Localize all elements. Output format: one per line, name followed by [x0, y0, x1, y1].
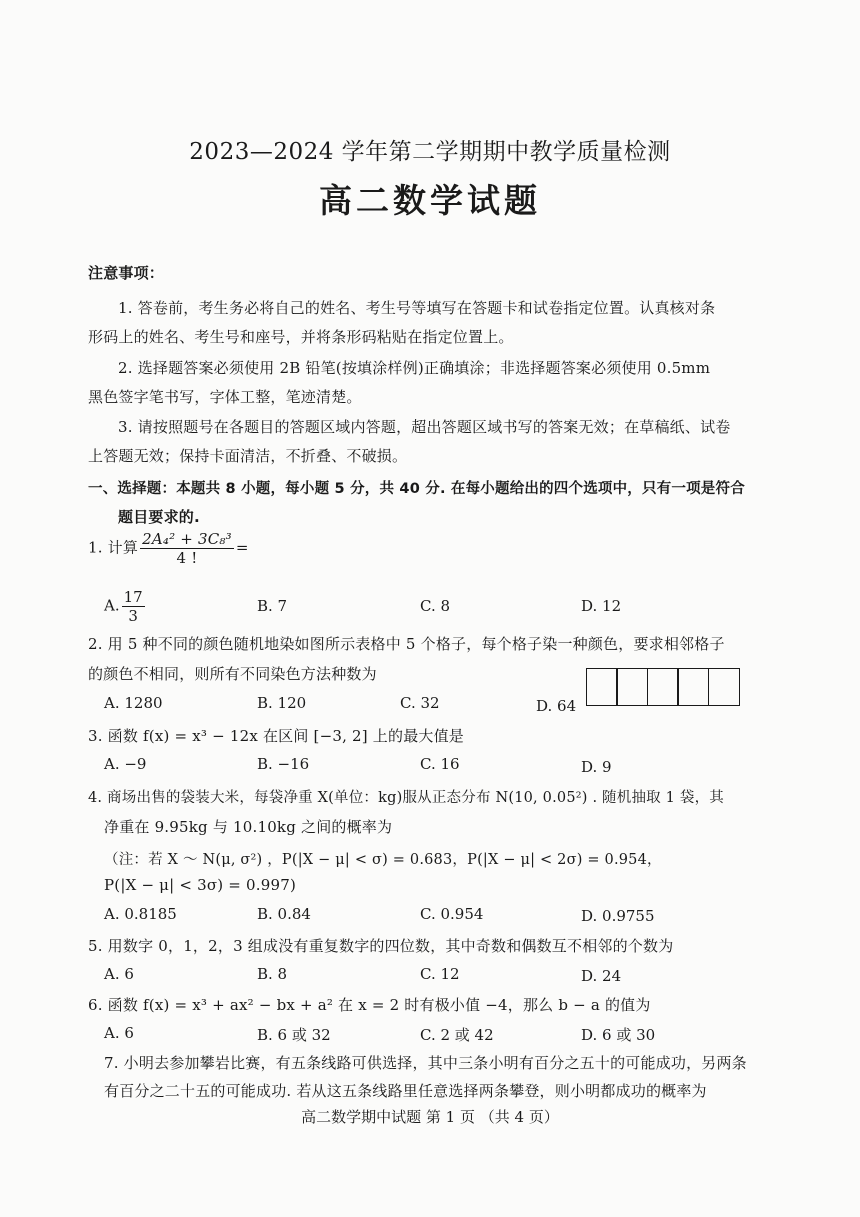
grid-cell [677, 668, 709, 706]
q1-option-a [104, 588, 147, 625]
q1-option-c: C. 8 [420, 597, 451, 615]
q6-option-d: D. 6 或 30 [581, 1026, 656, 1044]
question-5: 5. 用数字 0，1，2，3 组成没有重复数字的四位数，其中奇数和偶数互不相邻的个数为 [88, 937, 674, 955]
q2-option-a: A. 1280 [104, 694, 163, 712]
q1-prefix: 1. 计算 [88, 538, 139, 557]
subject-title: 高二数学试题 [319, 181, 541, 220]
q6-option-a: A. 6 [104, 1024, 134, 1042]
question-4-note-cont: P(|X − μ| < 3σ) = 0.997) [104, 876, 297, 894]
q3-option-a: A. −9 [104, 755, 147, 773]
q6-option-b: B. 6 或 32 [257, 1026, 331, 1044]
q5-option-b: B. 8 [257, 965, 288, 983]
q1-option-a-label: A. [104, 596, 120, 615]
notice-line-1a: 1. 答卷前，考生务必将自己的姓名、考生号等填写在答题卡和试卷指定位置。认真核对条 [118, 299, 716, 317]
q5-option-c: C. 12 [420, 965, 460, 983]
section-1-heading: 一、选择题：本题共 8 小题，每小题 5 分，共 40 分. 在每小题给出的四个选项中，只有一项是符合 [88, 481, 745, 497]
question-7-line-1: 7. 小明去参加攀岩比赛，有五条线路可供选择，其中三条小明有百分之五十的可能成功，另两条 [104, 1054, 747, 1072]
grid-cell [708, 668, 740, 706]
notice-line-2a: 2. 选择题答案必须使用 2B 铅笔(按填涂样例)正确填涂；非选择题答案必须使用 0.5mm [118, 359, 711, 377]
grid-cell [586, 668, 618, 706]
grid-cell [647, 668, 679, 706]
section-1-heading-cont: 题目要求的. [118, 508, 200, 526]
exam-title: 2023—2024 学年第二学期期中教学质量检测 [189, 139, 671, 165]
question-4-line-2: 净重在 9.95kg 与 10.10kg 之间的概率为 [104, 818, 393, 836]
q3-option-d: D. 9 [581, 758, 612, 776]
page-footer: 高二数学期中试题 第 1 页 （共 4 页） [301, 1108, 559, 1126]
q1-fraction [140, 530, 234, 567]
notice-line-3b: 上答题无效；保持卡面清洁，不折叠、不破损。 [88, 447, 408, 465]
notice-line-1b: 形码上的姓名、考生号和座号，并将条形码粘贴在指定位置上。 [88, 328, 514, 346]
question-4-line-1: 4. 商场出售的袋装大米，每袋净重 X(单位：kg)服从正态分布 N(10, 0.05²) . 随机抽取 1 袋，其 [88, 790, 725, 806]
q6-option-c: C. 2 或 42 [420, 1026, 494, 1044]
notice-line-3a: 3. 请按照题号在各题目的答题区域内答题，超出答题区域书写的答案无效；在草稿纸、试卷 [118, 418, 731, 436]
q4-option-d: D. 0.9755 [581, 907, 655, 925]
q1-option-a-num: 17 [123, 588, 143, 606]
q1-option-d: D. 12 [581, 597, 622, 615]
q4-option-a: A. 0.8185 [104, 905, 177, 923]
q1-option-b: B. 7 [257, 597, 288, 615]
question-6: 6. 函数 f(x) = x³ + ax² − bx + a² 在 x = 2 时有极小值 −4，那么 b − a 的值为 [88, 996, 651, 1014]
q4-option-c: C. 0.954 [420, 905, 484, 923]
grid-cell [616, 668, 648, 706]
q1-denominator: 4 ! [176, 549, 198, 567]
question-2-line-1: 2. 用 5 种不同的颜色随机地染如图所示表格中 5 个格子，每个格子染一种颜色，要求相邻格子 [88, 635, 725, 653]
question-2-line-2: 的颜色不相同，则所有不同染色方法种数为 [88, 665, 377, 683]
question-1 [88, 530, 249, 567]
q1-option-a-fraction [122, 588, 145, 625]
notice-heading: 注意事项： [88, 264, 165, 282]
q1-numerator: 2A₄² + 3C₈³ [142, 530, 232, 548]
q5-option-d: D. 24 [581, 967, 622, 985]
question-3: 3. 函数 f(x) = x³ − 12x 在区间 [−3, 2] 上的最大值是 [88, 727, 464, 745]
q3-option-b: B. −16 [257, 755, 310, 773]
q1-suffix: = [235, 538, 249, 557]
question-7-line-2: 有百分之二十五的可能成功. 若从这五条线路里任意选择两条攀登，则小明都成功的概率为 [104, 1082, 707, 1100]
q4-option-b: B. 0.84 [257, 905, 311, 923]
q2-option-d: D. 64 [536, 697, 577, 715]
coloring-grid-figure [587, 668, 740, 706]
notice-line-2b: 黑色签字笔书写，字体工整，笔迹清楚。 [88, 388, 362, 406]
q5-option-a: A. 6 [104, 965, 134, 983]
q2-option-b: B. 120 [257, 694, 307, 712]
question-4-note: （注：若 X ～ N(μ, σ²) ，P(|X − μ| < σ) = 0.683，P(|X − μ| < 2σ) = 0.954， [104, 852, 662, 868]
q1-option-a-den: 3 [128, 607, 138, 625]
q3-option-c: C. 16 [420, 755, 460, 773]
q2-option-c: C. 32 [400, 694, 440, 712]
